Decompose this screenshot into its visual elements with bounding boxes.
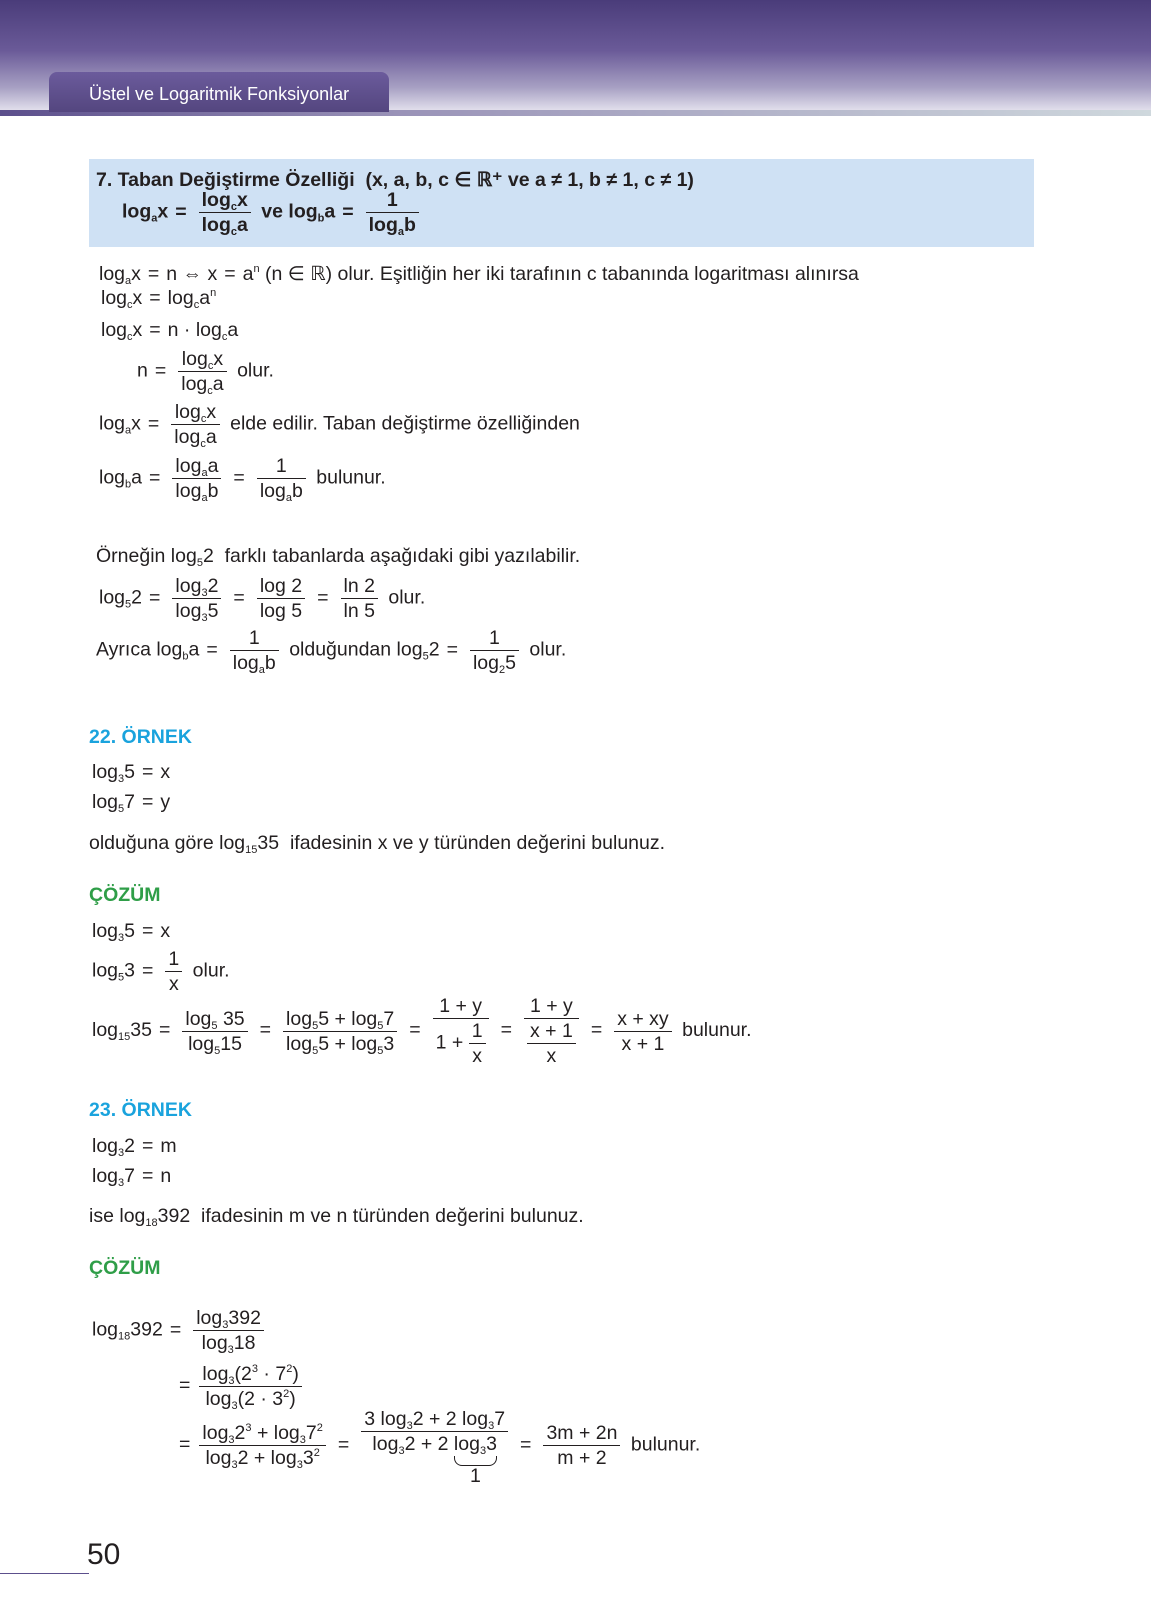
page-number: 50: [87, 1538, 121, 1571]
theorem-formula: $\log_ax$ = $\frac{\log_cx}{\log_ca}$ ve $\log_ba$ = $\frac{1}{\log_ab}$: [122, 188, 424, 237]
proof-line-1-text: Eşitliğin her iki tarafının c tabanında logaritması alınırsa: [379, 263, 859, 285]
proof-line-6: $\log_ba$ = $\frac{\log_aa}{\log_ab}$ = $\frac{1}{\log_ab}$ bulunur.: [99, 455, 386, 504]
proof-line-5: $\log_ax$ = $\frac{\log_cx}{\log_ca}$ elde edilir. Taban değiştirme özelliğinden: [99, 401, 580, 450]
ex23-sol-2: = $\frac{\log_3(2^3 \cdot 7^2)}{\log_3(2 \cdot 3^2)}$: [179, 1362, 307, 1411]
word-farkli: farklı tabanlarda aşağıdaki gibi yazılabilir.: [224, 545, 581, 567]
underbrace: $\log_33$ 1: [453, 1433, 497, 1487]
example-22-heading: 22. ÖRNEK: [89, 726, 192, 748]
word-oldugundan: olduğundan: [289, 638, 392, 661]
footer-rule: [0, 1573, 89, 1574]
ex22-sol-1: $\log_35 = x$: [92, 920, 171, 944]
chapter-tab: Üstel ve Logaritmik Fonksiyonlar: [49, 72, 389, 112]
ex22-sol-3: $\log_{15}35$ = $\frac{\log_5 35}{\log_515}$ = $\frac{\log_55 + \log_57}{\log_55 + \log_53}$ = 1 + y 1 + $\frac{1}{x}$ = $\frac{1 + y}{\frac{x + 1}{x}}$ = $\frac{x + xy}{x + 1}$ bulunur.: [92, 995, 752, 1067]
solution-22-heading: ÇÖZÜM: [89, 884, 161, 906]
word-ifade: ifadesinin x ve y türünden değerini bulunuz.: [289, 832, 666, 854]
word-olur: olur.: [237, 359, 274, 382]
proof-line-1: $\log_ax = n$ ⇔ $x = a^n$ (n ∈ ℝ) olur. Eşitliğin her iki tarafının c tabanında logaritması alınırsa: [99, 263, 859, 287]
ex23-given-1: $\log_32 = m$: [92, 1135, 177, 1159]
ex23-sol-3: = $\frac{\log_32^3 + \log_37^2}{\log_32 + \log_33^2}$ = 3 $\log_32 + 2$ $\log_37$ $\log_32 + 2$ $\log_33$ 1 = $\frac{3m + 2n}{m + 2}$ bulunur.: [179, 1408, 701, 1487]
word-olur: olur.: [388, 586, 426, 609]
proof-line-4: n = $\frac{\log_cx}{\log_ca}$ olur.: [137, 348, 274, 397]
word-ifade: ifadesinin m ve n türünden değerini bulunuz.: [201, 1205, 584, 1227]
ex23-given-2: $\log_37 = n$: [92, 1165, 172, 1189]
word-ornegin: Örneğin: [96, 545, 166, 567]
proof-line-3: $\log_cx = n \cdot \log_ca$: [101, 319, 239, 343]
word-bulunur: bulunur.: [316, 466, 386, 489]
proof-line-2: $\log_cx = \log_ca^n$: [101, 287, 217, 311]
example-line-2: Ayrıca $\log_ba$ = $\frac{1}{\log_ab}$ olduğundan $\log_52$ = $\frac{1}{\log_25}$ olur.: [96, 627, 567, 676]
word-ayrica: Ayrıca: [96, 638, 151, 661]
ex23-sol-1: $\log_{18}392$ = $\frac{\log_3392}{\log_318}$: [92, 1306, 269, 1355]
theorem-title: 7. Taban Değiştirme Özelliği: [96, 169, 355, 191]
theorem-conj: ve: [261, 200, 283, 223]
word-elde: elde edilir. Taban değiştirme özelliğinden: [230, 412, 580, 435]
ex22-given-1: $\log_35 = x$: [92, 761, 171, 785]
word-olur: olur.: [529, 638, 567, 661]
word-ise: ise: [89, 1205, 114, 1227]
example-23-heading: 23. ÖRNEK: [89, 1099, 192, 1121]
example-line-1: $\log_52$ = $\frac{\log_32}{\log_35}$ = $\frac{\log 2}{\log 5}$ = $\frac{\ln 2}{\ln 5}$ olur.: [99, 575, 426, 624]
ex22-sol-2: $\log_53$ = $\frac{1}{x}$ olur.: [92, 948, 230, 995]
example-intro: Örneğin $\log_52$ farklı tabanlarda aşağıdaki gibi yazılabilir.: [96, 545, 581, 569]
word-olduguna: olduğuna göre: [89, 832, 214, 854]
ex23-question: ise $\log_{18}392$ ifadesinin m ve n türünden değerini bulunuz.: [89, 1205, 584, 1229]
theorem-conditions: (x, a, b, c ∈ ℝ⁺ ve a ≠ 1, b ≠ 1, c ≠ 1): [365, 169, 694, 191]
solution-23-heading: ÇÖZÜM: [89, 1257, 161, 1279]
ex22-question: olduğuna göre $\log_{15}35$ ifadesinin x ve y türünden değerini bulunuz.: [89, 832, 666, 856]
word-bulunur: bulunur.: [682, 1019, 752, 1042]
ex22-given-2: $\log_57 = y$: [92, 791, 171, 815]
word-bulunur: bulunur.: [630, 1433, 701, 1456]
